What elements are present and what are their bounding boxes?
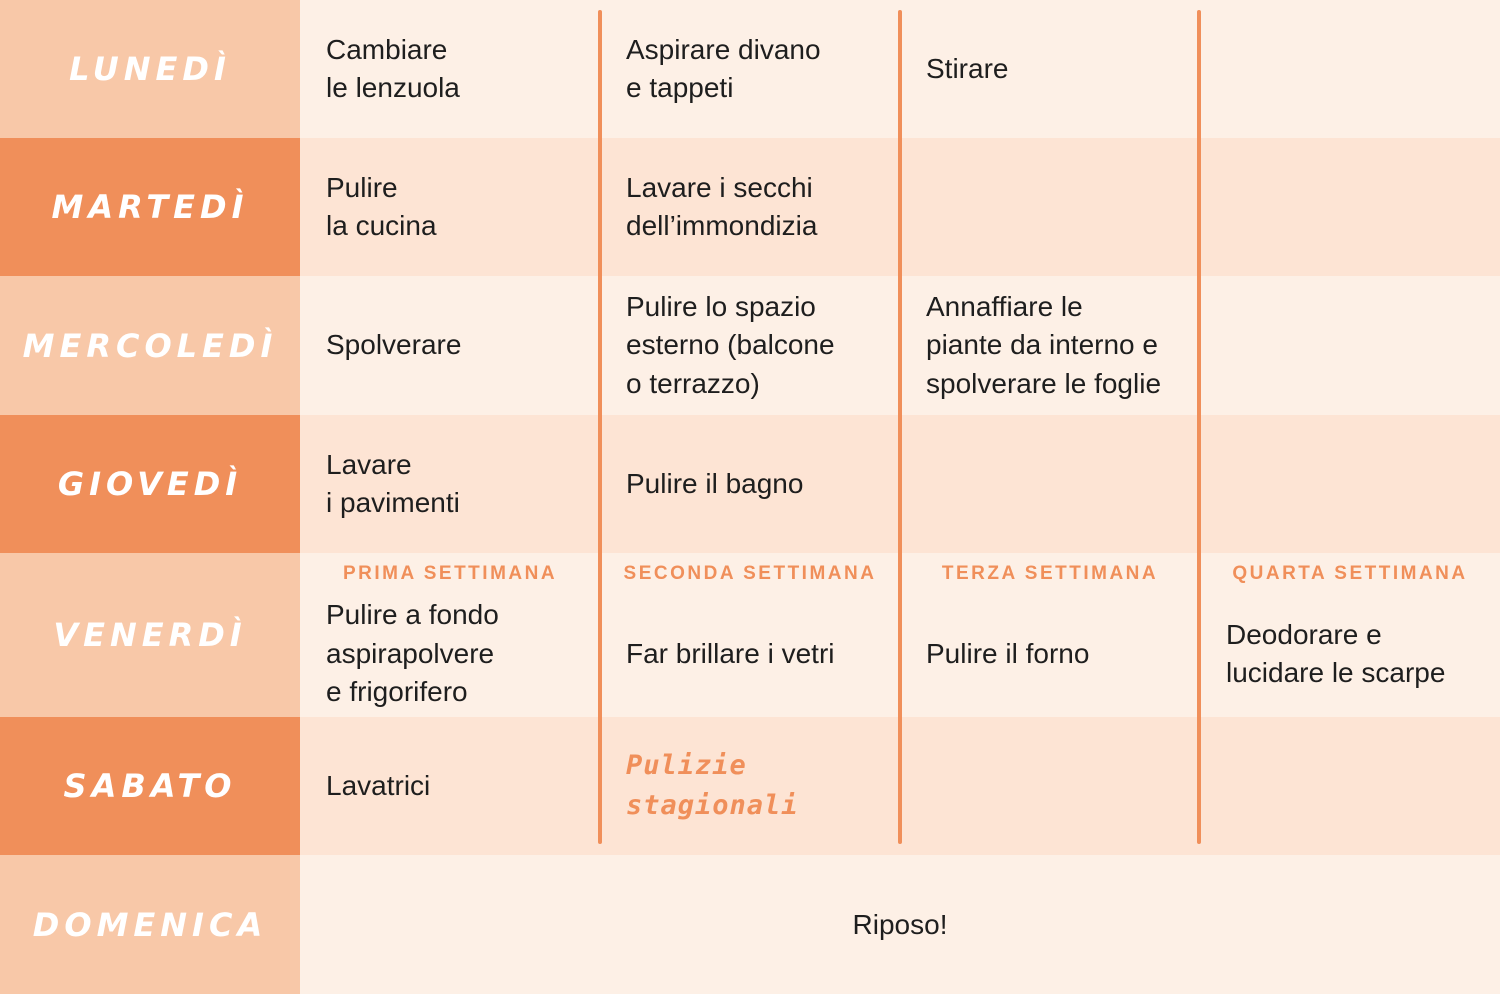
row-mercoledi <box>0 276 1500 415</box>
task-line: Lavatrici <box>326 769 431 801</box>
column-separator <box>898 10 902 844</box>
day-label-venerdi: VENERDÌ <box>0 553 300 717</box>
row-venerdi <box>0 553 1500 717</box>
task-line: Far brillare i vetri <box>626 637 835 669</box>
task-cell <box>300 0 600 138</box>
day-label-giovedi: GIOVEDÌ <box>0 415 300 553</box>
row-sabato <box>0 717 1500 855</box>
task-line: e frigorifero <box>326 676 468 708</box>
task-cell <box>300 595 600 713</box>
task-cell <box>900 0 1200 138</box>
task-line: Pulire il forno <box>926 637 1090 669</box>
column-separator <box>1197 10 1201 844</box>
task-line: e tappeti <box>626 72 734 103</box>
task-cell <box>600 415 900 553</box>
task-line: i pavimenti <box>326 487 460 518</box>
task-line: Pulire a fondo <box>326 599 499 631</box>
task-line: le lenzuola <box>326 72 460 103</box>
task-cell <box>900 276 1200 415</box>
day-label-lunedi: LUNEDÌ <box>0 0 300 138</box>
day-label-mercoledi: MERCOLEDÌ <box>0 276 300 415</box>
task-line: lucidare le scarpe <box>1226 657 1446 688</box>
day-label-martedi: MARTEDÌ <box>0 138 300 276</box>
task-line: Aspirare divano <box>626 33 821 65</box>
task-line: aspirapolvere <box>326 637 495 669</box>
seasonal-line: Pulizie <box>626 750 747 781</box>
task-cell <box>600 0 900 138</box>
week-label-first: PRIMA SETTIMANA <box>342 563 558 584</box>
row-lunedi <box>0 0 1500 138</box>
row-giovedi <box>0 415 1500 553</box>
task-line: Lavare i secchi <box>626 171 813 203</box>
day-label-domenica: DOMENICA <box>0 855 300 994</box>
week-label-fourth: QUARTA SETTIMANA <box>1232 563 1468 584</box>
week-label-second: SECONDA SETTIMANA <box>623 563 877 584</box>
task-line: Pulire lo spazio <box>626 290 816 322</box>
task-line: Spolverare <box>326 329 462 361</box>
seasonal-line: stagionali <box>626 790 799 821</box>
task-cell <box>300 138 600 276</box>
task-line: Cambiare <box>326 33 448 65</box>
day-label-sabato: SABATO <box>0 717 300 855</box>
row-domenica <box>0 855 1500 994</box>
task-cell <box>600 138 900 276</box>
week-label-third: TERZA SETTIMANA <box>941 563 1159 584</box>
task-cell <box>600 276 900 415</box>
task-line: la cucina <box>326 210 437 241</box>
task-cell <box>900 595 1200 713</box>
task-line: esterno (balcone <box>626 329 835 361</box>
task-line: Deodorare e <box>1226 618 1382 650</box>
task-line: o terrazzo) <box>626 367 760 399</box>
seasonal-cleaning-cell <box>600 717 900 855</box>
task-line: Lavare <box>326 448 412 480</box>
task-cell <box>300 717 600 855</box>
task-cell <box>300 276 600 415</box>
task-cell <box>1200 595 1500 713</box>
task-cell <box>600 595 900 713</box>
task-line: Stirare <box>926 52 1009 84</box>
task-line: spolverare le foglie <box>926 367 1162 399</box>
task-line: piante da interno e <box>926 329 1158 361</box>
task-line: Pulire <box>326 171 398 203</box>
row-martedi <box>0 138 1500 276</box>
task-line: Pulire il bagno <box>626 467 804 499</box>
rest-day-text: Riposo! <box>852 908 948 940</box>
task-line: Annaffiare le <box>926 290 1083 322</box>
column-separator <box>598 10 602 844</box>
task-cell <box>300 415 600 553</box>
task-line: dell’immondizia <box>626 210 818 241</box>
